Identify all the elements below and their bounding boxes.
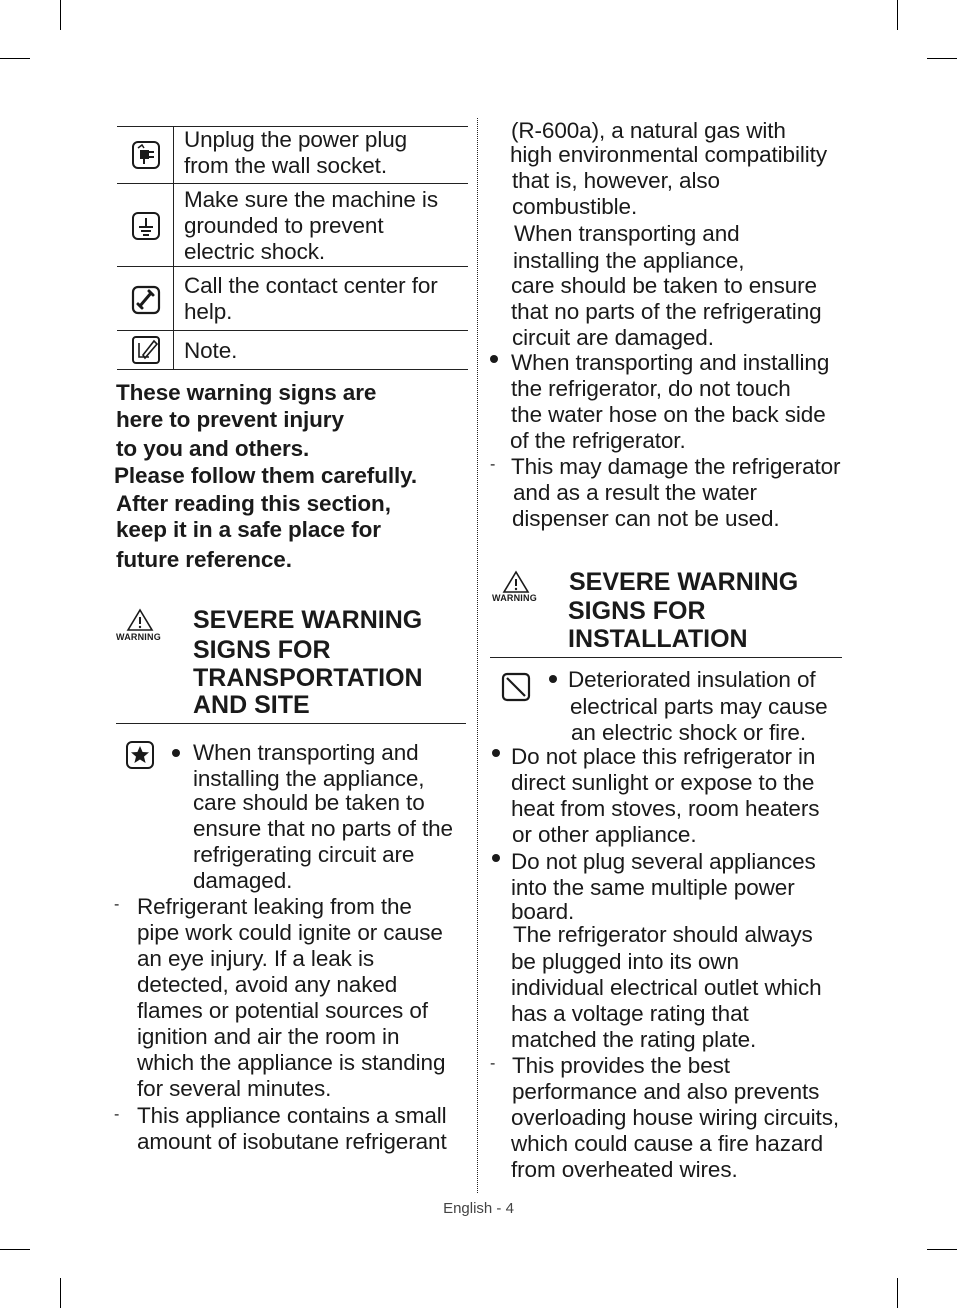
crop-mark bbox=[897, 1278, 898, 1308]
legend-text: grounded to prevent bbox=[184, 213, 384, 238]
crop-mark bbox=[897, 0, 898, 30]
intro-line: to you and others. bbox=[116, 436, 310, 461]
intro-line: After reading this section, bbox=[116, 491, 391, 516]
section-heading: SIGNS FOR bbox=[193, 636, 331, 664]
body-text: ignition and air the room in bbox=[137, 1024, 400, 1049]
heading-rule bbox=[116, 723, 466, 724]
legend-text: help. bbox=[184, 299, 233, 324]
body-text: The refrigerator should always bbox=[513, 922, 813, 947]
star-icon bbox=[125, 740, 155, 775]
body-text: from overheated wires. bbox=[511, 1157, 738, 1182]
body-text: that is, however, also bbox=[512, 168, 720, 193]
body-text: an eye injury. If a leak is bbox=[137, 946, 374, 971]
bullet bbox=[549, 675, 557, 683]
dash-marker: - bbox=[490, 1055, 496, 1072]
ground-icon bbox=[131, 211, 161, 246]
body-text: When transporting and bbox=[193, 740, 419, 765]
body-text: This appliance contains a small bbox=[137, 1103, 447, 1128]
body-text: Do not place this refrigerator in bbox=[511, 744, 816, 769]
column-divider bbox=[477, 118, 478, 1193]
intro-line: keep it in a safe place for bbox=[116, 517, 381, 542]
body-text: flames or potential sources of bbox=[137, 998, 428, 1023]
body-text: of the refrigerator. bbox=[510, 428, 686, 453]
body-text: board. bbox=[511, 899, 575, 924]
intro-line: here to prevent injury bbox=[116, 407, 344, 432]
crop-mark bbox=[0, 58, 30, 59]
body-text: overloading house wiring circuits, bbox=[511, 1105, 840, 1130]
body-text: for several minutes. bbox=[137, 1076, 332, 1101]
body-text: Deteriorated insulation of bbox=[568, 667, 816, 692]
body-text: or other appliance. bbox=[512, 822, 697, 847]
section-heading: SEVERE WARNING bbox=[569, 568, 799, 596]
section-heading: SEVERE WARNING bbox=[193, 606, 423, 634]
legend-text: Make sure the machine is bbox=[184, 187, 438, 212]
crop-mark bbox=[60, 1278, 61, 1308]
body-text: When transporting and installing bbox=[511, 350, 830, 375]
body-text: installing the appliance, bbox=[193, 766, 425, 791]
legend-text: from the wall socket. bbox=[184, 153, 387, 178]
body-text: electrical parts may cause bbox=[570, 694, 828, 719]
body-text: care should be taken to ensure bbox=[511, 273, 817, 298]
body-text: amount of isobutane refrigerant bbox=[137, 1129, 447, 1154]
body-text: combustible. bbox=[512, 194, 638, 219]
crop-mark bbox=[60, 0, 61, 30]
body-text: direct sunlight or expose to the bbox=[511, 770, 815, 795]
note-icon bbox=[131, 335, 161, 370]
body-text: high environmental compatibility bbox=[510, 142, 827, 167]
body-text: care should be taken to bbox=[193, 790, 425, 815]
body-text: damaged. bbox=[193, 868, 293, 893]
body-text: When transporting and bbox=[514, 221, 740, 246]
body-text: has a voltage rating that bbox=[511, 1001, 749, 1026]
body-text: circuit are damaged. bbox=[512, 325, 714, 350]
intro-line: These warning signs are bbox=[116, 380, 377, 405]
unplug-icon bbox=[131, 140, 161, 175]
body-text: This may damage the refrigerator bbox=[511, 454, 841, 479]
body-text: and as a result the water bbox=[513, 480, 757, 505]
page-footer: English - 4 bbox=[443, 1200, 514, 1217]
intro-line: future reference. bbox=[116, 547, 292, 572]
body-text: heat from stoves, room heaters bbox=[511, 796, 820, 821]
body-text: refrigerating circuit are bbox=[193, 842, 415, 867]
body-text: Refrigerant leaking from the bbox=[137, 894, 412, 919]
body-text: dispenser can not be used. bbox=[512, 506, 780, 531]
body-text: an electric shock or fire. bbox=[571, 720, 806, 745]
warning-label: WARNING bbox=[116, 632, 161, 642]
body-text: the water hose on the back side bbox=[511, 402, 826, 427]
intro-line: Please follow them carefully. bbox=[114, 463, 418, 488]
body-text: into the same multiple power bbox=[511, 875, 795, 900]
body-text: matched the rating plate. bbox=[511, 1027, 757, 1052]
section-heading: INSTALLATION bbox=[568, 625, 748, 653]
legend-text: electric shock. bbox=[184, 239, 326, 264]
body-text: Do not plug several appliances bbox=[511, 849, 816, 874]
body-text: which could cause a fire hazard bbox=[511, 1131, 824, 1156]
body-text: individual electrical outlet which bbox=[511, 975, 822, 1000]
legend-text: Unplug the power plug bbox=[184, 127, 408, 152]
body-text: pipe work could ignite or cause bbox=[137, 920, 443, 945]
body-text: installing the appliance, bbox=[513, 248, 745, 273]
warning-label: WARNING bbox=[492, 593, 537, 603]
section-heading: TRANSPORTATION bbox=[193, 664, 423, 692]
dash-marker: - bbox=[114, 1106, 120, 1123]
body-text: be plugged into its own bbox=[511, 949, 739, 974]
body-text: performance and also prevents bbox=[512, 1079, 820, 1104]
legend-text: Note. bbox=[184, 338, 238, 363]
section-heading: SIGNS FOR bbox=[568, 597, 706, 625]
body-text: detected, avoid any naked bbox=[137, 972, 398, 997]
section-heading: AND SITE bbox=[193, 691, 310, 719]
phone-icon bbox=[131, 285, 161, 320]
prohibited-icon bbox=[501, 672, 531, 707]
crop-mark bbox=[927, 58, 957, 59]
bullet bbox=[172, 749, 180, 757]
heading-rule bbox=[490, 657, 842, 658]
body-text: This provides the best bbox=[512, 1053, 730, 1078]
body-text: that no parts of the refrigerating bbox=[511, 299, 822, 324]
body-text: ensure that no parts of the bbox=[193, 816, 453, 841]
dash-marker: - bbox=[114, 896, 120, 913]
crop-mark bbox=[0, 1249, 30, 1250]
dash-marker: - bbox=[490, 456, 496, 473]
bullet bbox=[490, 355, 498, 363]
body-text: which the appliance is standing bbox=[137, 1050, 446, 1075]
legend-text: Call the contact center for bbox=[184, 273, 438, 298]
body-text: the refrigerator, do not touch bbox=[511, 376, 791, 401]
crop-mark bbox=[927, 1249, 957, 1250]
bullet bbox=[492, 854, 500, 862]
body-text: (R-600a), a natural gas with bbox=[511, 118, 786, 143]
bullet bbox=[492, 749, 500, 757]
